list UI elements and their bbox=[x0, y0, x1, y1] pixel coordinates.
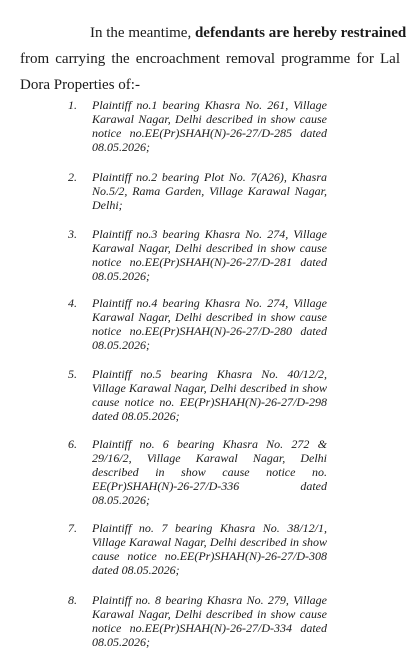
list-item-text: Plaintiff no.3 bearing Khasra No. 274, Village Karawal Nagar, Delhi described in show cause notice no.EE(Pr)SHAH(N)-26-27/D-281 dated 08.05.2026; bbox=[92, 227, 327, 283]
intro-paragraph bbox=[20, 20, 407, 98]
list-item-text: Plaintiff no.1 bearing Khasra No. 261, Village Karawal Nagar, Delhi described in show cause notice no.EE(Pr)SHAH(N)-26-27/D-285 dated 08.05.2026; bbox=[92, 98, 327, 154]
list-item-number: 3. bbox=[68, 227, 77, 241]
list-item-text: Plaintiff no. 7 bearing Khasra No. 38/12/1, Village Karawal Nagar, Delhi described in show cause notice no.EE(Pr)SHAH(N)-26-27/D-308 dated 08.05.2026; bbox=[92, 521, 327, 577]
intro-line-2: from carrying the encroachment removal programme for Lal bbox=[20, 51, 400, 67]
intro-bold-text: defendants are hereby restrained bbox=[194, 25, 407, 41]
list-item-number: 4. bbox=[68, 296, 77, 310]
intro-line-1 bbox=[20, 20, 407, 46]
list-item-text: Plaintiff no.5 bearing Khasra No. 40/12/2, Village Karawal Nagar, Delhi described in show cause notice no. EE(Pr)SHAH(N)-26-27/D-298 dated 08.05.2026; bbox=[92, 367, 327, 423]
list-item-text: Plaintiff no. 6 bearing Khasra No. 272 & 29/16/2, Village Karawal Nagar, Delhi described in show cause notice no. EE(Pr)SHAH(N)-26-27/D-336 dated 08.05.2026; bbox=[92, 437, 327, 507]
list-item-number: 5. bbox=[68, 367, 77, 381]
intro-text-1: In the meantime, bbox=[90, 25, 195, 41]
list-item-text: Plaintiff no.4 bearing Khasra No. 274, Village Karawal Nagar, Delhi described in show cause notice no.EE(Pr)SHAH(N)-26-27/D-280 dated 08.05.2026; bbox=[92, 296, 327, 352]
list-item-number: 1. bbox=[68, 98, 77, 112]
list-item-text: Plaintiff no.2 bearing Plot No. 7(A26), Khasra No.5/2, Rama Garden, Village Karawal Nagar, Delhi; bbox=[92, 170, 327, 212]
list-item-number: 2. bbox=[68, 170, 77, 184]
list-item-number: 8. bbox=[68, 593, 77, 607]
intro-line-3: Dora Properties of:- bbox=[20, 77, 140, 93]
list-item-number: 7. bbox=[68, 521, 77, 535]
list-item-number: 6. bbox=[68, 437, 77, 451]
list-item-text: Plaintiff no. 8 bearing Khasra No. 279, Village Karawal Nagar, Delhi described in show cause notice no.EE(Pr)SHAH(N)-26-27/D-334 dated 08.05.2026; bbox=[92, 593, 327, 649]
